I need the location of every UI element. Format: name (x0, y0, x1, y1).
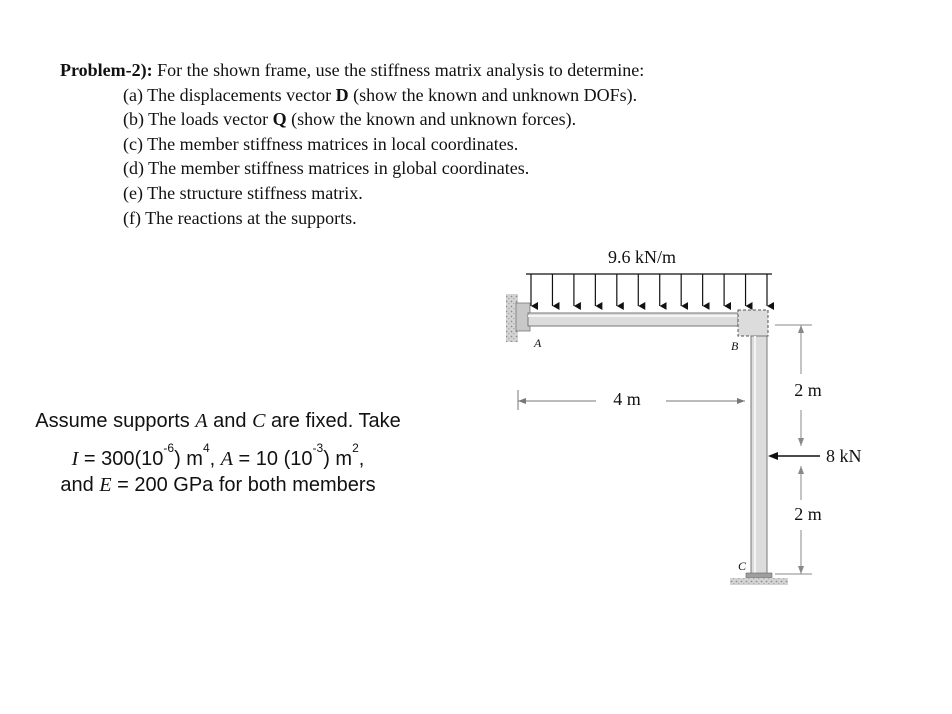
point-load-label: 8 kN (826, 446, 862, 466)
task-item-d: (d) The member stiffness matrices in global coordinates. (123, 158, 530, 179)
assumption-modulus: and E = 200 GPa for both members (60, 474, 376, 496)
node-b-label: B (731, 339, 739, 353)
node-c-label: C (738, 559, 747, 573)
assumption-section-properties: $I = 300(10^{-6})$ $m^4$, A = 10 $(10^{-3})$ $m^2$, (71, 441, 365, 470)
task-item-e: (e) The structure stiffness matrix. (123, 182, 363, 203)
task-item-b: (b) The loads vector Q (show the known and unknown forces). (123, 109, 577, 130)
fixed-support-a (506, 294, 530, 342)
lower-segment-label: 2 m (794, 504, 822, 524)
column-bc (751, 336, 767, 574)
task-item-f: (f) The reactions at the supports. (123, 207, 357, 228)
distributed-load (526, 274, 772, 306)
problem-intro: For the shown frame, use the stiffness matrix analysis to determine: (152, 60, 645, 80)
fixed-support-c (730, 573, 788, 585)
distributed-load-label: 9.6 kN/m (607, 247, 677, 267)
assumption-supports: Assume supports A and C are fixed. Take (35, 410, 401, 432)
point-load-arrow (768, 452, 820, 460)
rigid-joint-b (738, 310, 768, 336)
beam-ab (528, 313, 738, 326)
node-a-label: A (534, 336, 542, 350)
problem-label: Problem-2): (60, 60, 153, 80)
upper-segment-label: 2 m (794, 380, 822, 400)
load-arrows (531, 274, 767, 306)
task-item-a: (a) The displacements vector D (show the known and unknown DOFs). (123, 84, 638, 105)
beam-length-label: 4 m (613, 389, 641, 409)
task-item-c: (c) The member stiffness matrices in local coordinates. (123, 133, 519, 154)
column-height-dimension (775, 325, 812, 574)
